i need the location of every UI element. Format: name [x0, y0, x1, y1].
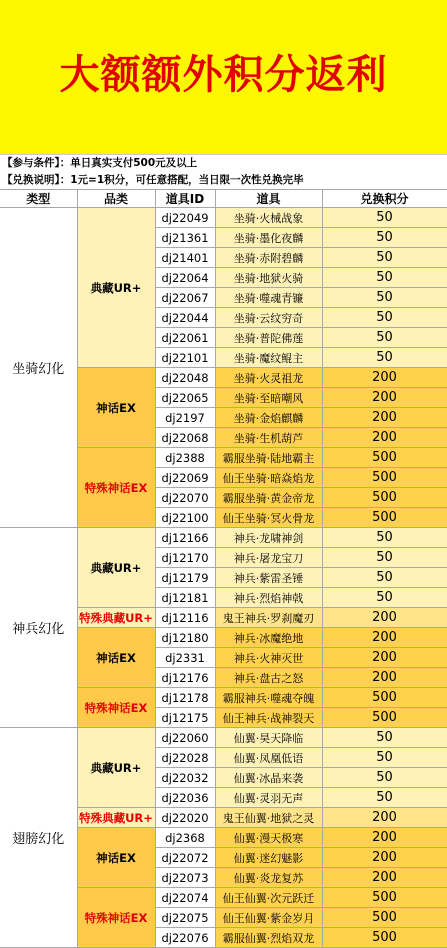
item-id-cell: dj22032 [155, 768, 215, 788]
item-id-cell: dj22028 [155, 748, 215, 768]
points-cell: 200 [322, 868, 447, 888]
item-name-cell: 坐骑·至暗嘲风 [215, 388, 322, 408]
item-name-cell: 坐骑·墨化夜麟 [215, 228, 322, 248]
item-id-cell: dj22064 [155, 268, 215, 288]
item-name-cell: 神兵·冰魔绝地 [215, 628, 322, 648]
table-row [0, 528, 447, 548]
points-cell: 500 [322, 468, 447, 488]
points-cell: 50 [322, 208, 447, 228]
points-cell: 500 [322, 508, 447, 528]
item-name-cell: 仙翼·凤凰低语 [215, 748, 322, 768]
item-id-cell: dj12116 [155, 608, 215, 628]
points-cell: 200 [322, 648, 447, 668]
item-name-cell: 坐骑·火械战象 [215, 208, 322, 228]
points-cell: 500 [322, 888, 447, 908]
points-cell: 50 [322, 588, 447, 608]
item-id-cell: dj22020 [155, 808, 215, 828]
points-cell: 50 [322, 528, 447, 548]
item-name-cell: 仙翼·炎龙复苏 [215, 868, 322, 888]
table-header-row [0, 190, 447, 208]
item-id-cell: dj12170 [155, 548, 215, 568]
item-id-cell: dj22072 [155, 848, 215, 868]
item-name-cell: 仙翼·冰晶来袭 [215, 768, 322, 788]
item-id-cell: dj21361 [155, 228, 215, 248]
item-name-cell: 神兵·盘古之怒 [215, 668, 322, 688]
item-id-cell: dj21401 [155, 248, 215, 268]
points-cell: 50 [322, 348, 447, 368]
category-cell: 神话EX [77, 828, 155, 888]
banner-title: 大额额外积分返利 [59, 51, 388, 98]
item-id-cell: dj2197 [155, 408, 215, 428]
item-name-cell: 神兵·火神灭世 [215, 648, 322, 668]
item-id-cell: dj22074 [155, 888, 215, 908]
exchange-instruction: 【兑换说明】：1元=1积分，可任意搭配，当日限一次性兑换完毕 [2, 174, 304, 186]
item-id-cell: dj12166 [155, 528, 215, 548]
points-cell: 50 [322, 548, 447, 568]
category-cell: 典藏UR+ [77, 208, 155, 368]
table-row [0, 728, 447, 748]
item-id-cell: dj22068 [155, 428, 215, 448]
item-name-cell: 霸服仙翼·烈焰双龙 [215, 928, 322, 948]
category-cell: 神话EX [77, 628, 155, 688]
points-cell: 50 [322, 308, 447, 328]
points-cell: 200 [322, 388, 447, 408]
item-id-cell: dj2331 [155, 648, 215, 668]
points-cell: 200 [322, 668, 447, 688]
points-cell: 50 [322, 788, 447, 808]
item-name-cell: 神兵·屠龙宝刀 [215, 548, 322, 568]
item-name-cell: 坐骑·金焰麒麟 [215, 408, 322, 428]
points-cell: 50 [322, 228, 447, 248]
points-cell: 500 [322, 908, 447, 928]
item-name-cell: 鬼王仙翼·地狱之灵 [215, 808, 322, 828]
points-cell: 500 [322, 708, 447, 728]
item-name-cell: 仙翼·漫天极寒 [215, 828, 322, 848]
item-id-cell: dj22067 [155, 288, 215, 308]
type-cell: 神兵幻化 [0, 528, 77, 728]
header-item: 道具 [215, 190, 322, 208]
item-id-cell: dj22069 [155, 468, 215, 488]
item-id-cell: dj2368 [155, 828, 215, 848]
points-cell: 50 [322, 288, 447, 308]
points-cell: 200 [322, 808, 447, 828]
item-name-cell: 神兵·龙啸神剑 [215, 528, 322, 548]
header-category: 品类 [77, 190, 155, 208]
item-name-cell: 仙王仙翼·紫金岁月 [215, 908, 322, 928]
points-cell: 200 [322, 848, 447, 868]
item-name-cell: 仙王仙翼·次元跃迁 [215, 888, 322, 908]
header-points: 兑换积分 [322, 190, 447, 208]
participation-condition: 【参与条件】：单日真实支付500元及以上 [2, 157, 198, 169]
category-cell: 特殊神话EX [77, 688, 155, 728]
item-id-cell: dj12175 [155, 708, 215, 728]
points-cell: 200 [322, 608, 447, 628]
exchange-table [0, 189, 447, 948]
header-type: 类型 [0, 190, 77, 208]
points-cell: 200 [322, 828, 447, 848]
points-cell: 500 [322, 488, 447, 508]
points-cell: 50 [322, 268, 447, 288]
item-name-cell: 鬼王神兵·罗刹魔刃 [215, 608, 322, 628]
item-id-cell: dj12179 [155, 568, 215, 588]
item-name-cell: 霸服坐骑·黄金帝龙 [215, 488, 322, 508]
points-cell: 50 [322, 728, 447, 748]
item-name-cell: 坐骑·地狱火骑 [215, 268, 322, 288]
points-cell: 50 [322, 768, 447, 788]
points-cell: 200 [322, 368, 447, 388]
item-name-cell: 仙翼·灵羽无声 [215, 788, 322, 808]
points-cell: 200 [322, 428, 447, 448]
item-id-cell: dj22060 [155, 728, 215, 748]
item-name-cell: 仙翼·迷幻魅影 [215, 848, 322, 868]
promo-banner [0, 0, 447, 155]
item-id-cell: dj22049 [155, 208, 215, 228]
item-name-cell: 坐骑·噬魂青镰 [215, 288, 322, 308]
points-cell: 200 [322, 628, 447, 648]
points-cell: 500 [322, 928, 447, 948]
item-name-cell: 神兵·紫雷圣锤 [215, 568, 322, 588]
points-cell: 500 [322, 448, 447, 468]
item-name-cell: 坐骑·普陀佛莲 [215, 328, 322, 348]
item-id-cell: dj22065 [155, 388, 215, 408]
category-cell: 特殊神话EX [77, 888, 155, 948]
points-cell: 500 [322, 688, 447, 708]
item-name-cell: 坐骑·生机葫芦 [215, 428, 322, 448]
item-id-cell: dj22036 [155, 788, 215, 808]
type-cell: 坐骑幻化 [0, 208, 77, 528]
item-name-cell: 神兵·烈焰神戟 [215, 588, 322, 608]
item-id-cell: dj22044 [155, 308, 215, 328]
item-id-cell: dj22075 [155, 908, 215, 928]
item-name-cell: 坐骑·魔纹鲲主 [215, 348, 322, 368]
points-cell: 50 [322, 568, 447, 588]
item-id-cell: dj12180 [155, 628, 215, 648]
table-body [0, 208, 447, 948]
item-id-cell: dj22076 [155, 928, 215, 948]
item-id-cell: dj22061 [155, 328, 215, 348]
item-id-cell: dj22048 [155, 368, 215, 388]
points-cell: 200 [322, 408, 447, 428]
category-cell: 神话EX [77, 368, 155, 448]
item-id-cell: dj22073 [155, 868, 215, 888]
item-id-cell: dj22101 [155, 348, 215, 368]
points-cell: 50 [322, 748, 447, 768]
item-id-cell: dj22070 [155, 488, 215, 508]
category-cell: 典藏UR+ [77, 528, 155, 608]
item-id-cell: dj22100 [155, 508, 215, 528]
item-name-cell: 霸服坐骑·陆地霸主 [215, 448, 322, 468]
item-name-cell: 霸服神兵·噬魂夺魄 [215, 688, 322, 708]
points-cell: 50 [322, 248, 447, 268]
item-id-cell: dj12178 [155, 688, 215, 708]
item-id-cell: dj2388 [155, 448, 215, 468]
type-cell: 翅膀幻化 [0, 728, 77, 948]
item-name-cell: 仙王坐骑·冥火骨龙 [215, 508, 322, 528]
item-name-cell: 仙王坐骑·暗焱焰龙 [215, 468, 322, 488]
item-name-cell: 仙王神兵·战神裂天 [215, 708, 322, 728]
item-name-cell: 坐骑·云纹穷奇 [215, 308, 322, 328]
category-cell: 特殊典藏UR+ [77, 808, 155, 828]
points-cell: 50 [322, 328, 447, 348]
category-cell: 特殊神话EX [77, 448, 155, 528]
category-cell: 特殊典藏UR+ [77, 608, 155, 628]
item-id-cell: dj12176 [155, 668, 215, 688]
category-cell: 典藏UR+ [77, 728, 155, 808]
item-name-cell: 坐骑·火灵祖龙 [215, 368, 322, 388]
item-id-cell: dj12181 [155, 588, 215, 608]
item-name-cell: 仙翼·昊天降临 [215, 728, 322, 748]
header-item-id: 道具ID [155, 190, 215, 208]
item-name-cell: 坐骑·赤附碧麟 [215, 248, 322, 268]
table-row [0, 208, 447, 228]
